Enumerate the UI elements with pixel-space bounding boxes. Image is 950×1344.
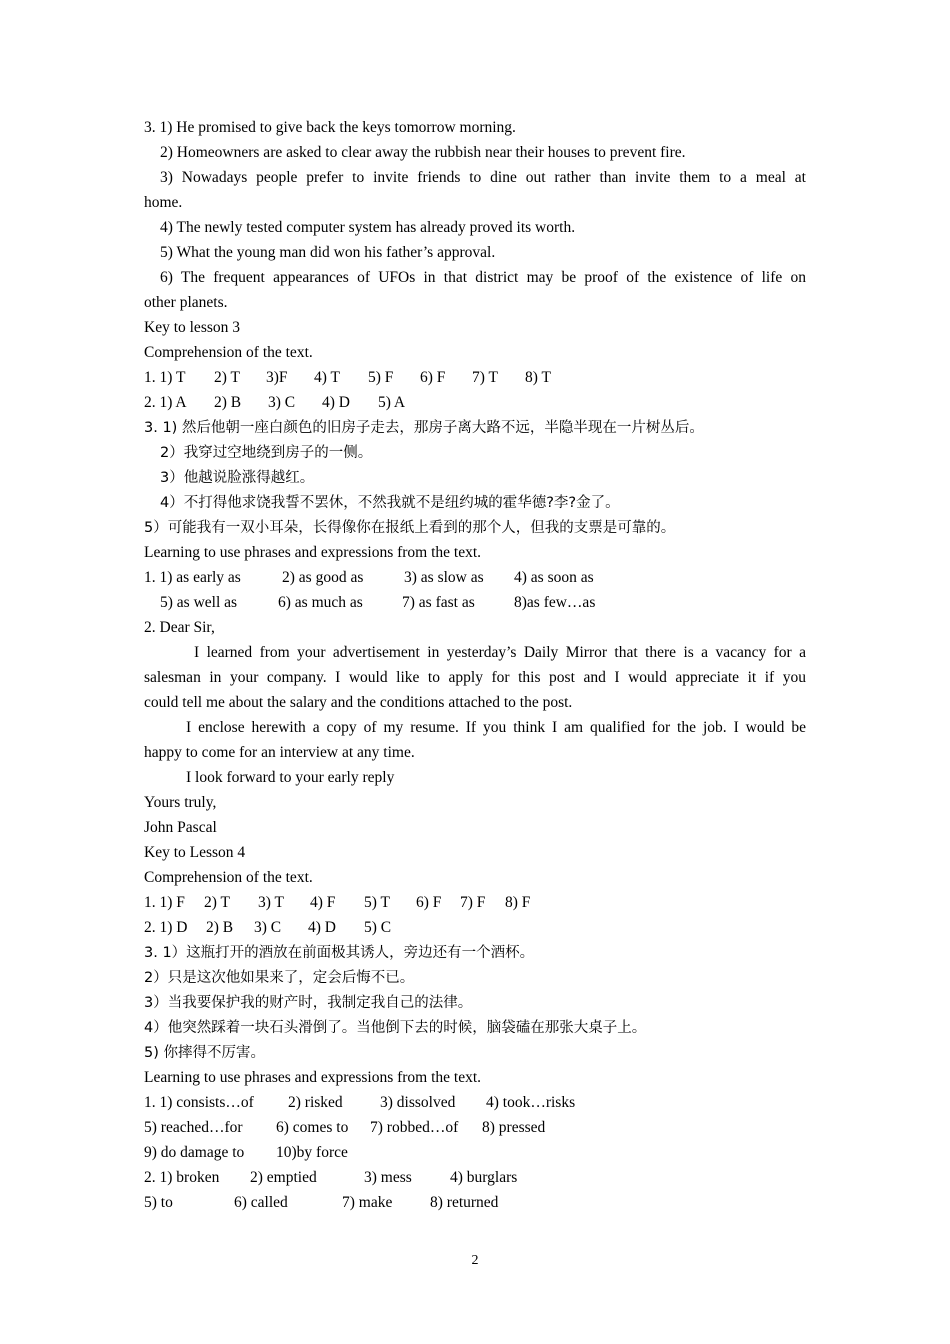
answer-item: 2) emptied xyxy=(250,1169,317,1186)
letter-closing: Yours truly, xyxy=(144,794,217,811)
answer-item: 7) as fast as xyxy=(402,594,475,611)
text-line: 3) Nowadays people prefer to invite friends to dine out rather than invite them to a meal at xyxy=(160,169,806,186)
answer-item: 5) to xyxy=(144,1194,173,1211)
answer-row xyxy=(144,1093,806,1113)
answer-item: 6) F xyxy=(416,894,442,911)
answer-item: 3)F xyxy=(266,369,288,386)
answer-item: 6) as much as xyxy=(278,594,363,611)
text-line: I look forward to your early reply xyxy=(186,769,395,786)
subsection-heading: Learning to use phrases and expressions from the text. xyxy=(144,1069,482,1086)
text-line: 5）可能我有一双小耳朵，长得像你在报纸上看到的那个人，但我的支票是可靠的。 xyxy=(144,520,676,536)
answer-item: 2) T xyxy=(204,894,230,911)
answer-row xyxy=(144,393,806,413)
text-line: 5) 你摔得不厉害。 xyxy=(144,1045,265,1061)
text-line: 6) The frequent appearances of UFOs in that district may be proof of the existence of life on xyxy=(160,269,806,286)
page-number: 2 xyxy=(471,1253,479,1268)
section-heading: Key to Lesson 4 xyxy=(144,844,246,861)
letter-signature: John Pascal xyxy=(144,819,217,836)
answer-item: 9) do damage to xyxy=(144,1144,245,1161)
answer-item: 8) returned xyxy=(430,1194,499,1211)
answer-item: 3) C xyxy=(268,394,296,411)
text-line: home. xyxy=(144,194,183,211)
answer-row xyxy=(144,368,806,388)
answer-item: 1. 1) T xyxy=(144,369,186,386)
answer-item: 2) T xyxy=(214,369,240,386)
answer-item: 2) risked xyxy=(288,1094,343,1111)
text-line: 4) The newly tested computer system has already proved its worth. xyxy=(160,219,576,236)
text-line: 5) What the young man did won his father’s approval. xyxy=(160,244,496,261)
text-line: 2）只是这次他如果来了，定会后悔不已。 xyxy=(144,970,415,986)
answer-item: 3) as slow as xyxy=(404,569,484,586)
answer-item: 7) make xyxy=(342,1194,393,1211)
text-line: I learned from your advertisement in yesterday’s Daily Mirror that there is a vacancy for a xyxy=(194,644,806,661)
answer-row xyxy=(144,893,806,913)
section-heading: Key to lesson 3 xyxy=(144,319,241,336)
text-line: other planets. xyxy=(144,294,228,311)
answer-item: 7) robbed…of xyxy=(370,1119,459,1136)
answer-item: 6) called xyxy=(234,1194,288,1211)
answer-item: 6) F xyxy=(420,369,446,386)
text-line: 2) Homeowners are asked to clear away the rubbish near their houses to prevent fire. xyxy=(160,144,686,161)
answer-item: 4) D xyxy=(308,919,336,936)
subsection-heading: Comprehension of the text. xyxy=(144,344,313,361)
answer-item: 4) as soon as xyxy=(514,569,594,586)
answer-row xyxy=(144,568,806,588)
text-line: 3. 1）这瓶打开的酒放在前面极其诱人，旁边还有一个酒杯。 xyxy=(144,945,535,961)
subsection-heading: Comprehension of the text. xyxy=(144,869,313,886)
answer-item: 8) F xyxy=(505,894,531,911)
answer-row xyxy=(144,1118,806,1138)
answer-item: 4) D xyxy=(322,394,350,411)
text-line: could tell me about the salary and the conditions attached to the post. xyxy=(144,694,573,711)
answer-row xyxy=(144,918,806,938)
text-line: 3）当我要保护我的财产时，我制定我自己的法律。 xyxy=(144,995,473,1011)
answer-item: 3) dissolved xyxy=(380,1094,456,1111)
text-line: happy to come for an interview at any time. xyxy=(144,744,415,761)
answer-item: 5) T xyxy=(364,894,390,911)
answer-item: 5) as well as xyxy=(160,594,238,611)
answer-item: 5) C xyxy=(364,919,392,936)
text-line: I enclose herewith a copy of my resume. If you think I am qualified for the job. I would be xyxy=(186,719,806,736)
answer-item: 6) comes to xyxy=(276,1119,349,1136)
text-line: 3. 1) 然后他朝一座白颜色的旧房子走去，那房子离大路不远，半隐半现在一片树丛后。 xyxy=(144,420,704,436)
answer-item: 8) T xyxy=(525,369,551,386)
text-line: 4）他突然踩着一块石头滑倒了。当他倒下去的时候，脑袋磕在那张大桌子上。 xyxy=(144,1020,647,1036)
answer-item: 5) reached…for xyxy=(144,1119,243,1136)
answer-item: 5) F xyxy=(368,369,394,386)
answer-item: 4) took…risks xyxy=(486,1094,576,1111)
answer-item: 2. 1) broken xyxy=(144,1169,220,1186)
answer-row xyxy=(144,1193,806,1213)
text-line: 2）我穿过空地绕到房子的一侧。 xyxy=(160,445,373,461)
answer-item: 1. 1) as early as xyxy=(144,569,241,586)
answer-item: 1. 1) F xyxy=(144,894,185,911)
answer-item: 2) as good as xyxy=(282,569,364,586)
answer-item: 10)by force xyxy=(276,1144,348,1161)
text-line: 3）他越说脸涨得越红。 xyxy=(160,470,315,486)
answer-item: 4) F xyxy=(310,894,336,911)
answer-item: 4) burglars xyxy=(450,1169,518,1186)
answer-row xyxy=(144,1143,806,1163)
letter-salutation: 2. Dear Sir, xyxy=(144,619,215,636)
answer-item: 2) B xyxy=(206,919,234,936)
answer-item: 3) T xyxy=(258,894,284,911)
answer-item: 3) C xyxy=(254,919,282,936)
subsection-heading: Learning to use phrases and expressions from the text. xyxy=(144,544,482,561)
text-line: 3. 1) He promised to give back the keys tomorrow morning. xyxy=(144,119,516,136)
answer-item: 2. 1) D xyxy=(144,919,188,936)
answer-item: 2. 1) A xyxy=(144,394,187,411)
answer-item: 8) pressed xyxy=(482,1119,546,1136)
text-line: salesman in your company. I would like to apply for this post and I would appreciate it if you xyxy=(144,669,806,686)
answer-item: 3) mess xyxy=(364,1169,412,1186)
answer-row xyxy=(144,593,806,613)
answer-item: 1. 1) consists…of xyxy=(144,1094,254,1111)
answer-item: 7) F xyxy=(460,894,486,911)
answer-item: 5) A xyxy=(378,394,406,411)
answer-row xyxy=(144,1168,806,1188)
answer-item: 4) T xyxy=(314,369,340,386)
answer-item: 8)as few…as xyxy=(514,594,596,611)
answer-item: 2) B xyxy=(214,394,242,411)
text-line: 4）不打得他求饶我誓不罢休，不然我就不是纽约城的霍华德?李?金了。 xyxy=(160,495,620,511)
answer-item: 7) T xyxy=(472,369,498,386)
